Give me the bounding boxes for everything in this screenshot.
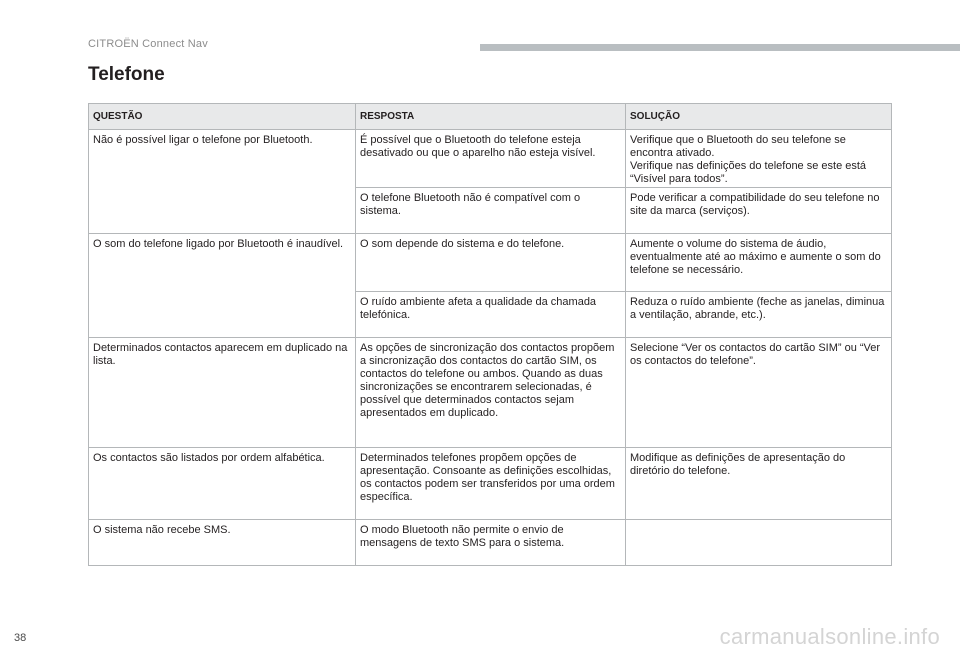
table-row — [89, 130, 892, 188]
question-cell: O som do telefone ligado por Bluetooth é inaudível. — [89, 234, 356, 338]
solution-cell: Reduza o ruído ambiente (feche as janelas, diminua a ventilação, abrande, etc.). — [626, 292, 892, 338]
answer-cell: O som depende do sistema e do telefone. — [356, 234, 626, 292]
solution-cell: Modifique as definições de apresentação do diretório do telefone. — [626, 448, 892, 520]
table-row — [89, 234, 892, 292]
question-cell: Não é possível ligar o telefone por Bluetooth. — [89, 130, 356, 234]
page-number: 38 — [14, 632, 27, 644]
table-header-row — [89, 104, 892, 130]
solution-cell — [626, 520, 892, 566]
troubleshooting-table — [88, 103, 892, 566]
solution-cell: Verifique que o Bluetooth do seu telefone se encontra ativado. Verifique nas definições do telefone se este está “Visível para todos”. — [626, 130, 892, 188]
answer-cell: É possível que o Bluetooth do telefone esteja desativado ou que o aparelho não esteja visível. — [356, 130, 626, 188]
table-row — [89, 338, 892, 448]
column-header-solution: SOLUÇÃO — [626, 104, 892, 130]
question-cell: Os contactos são listados por ordem alfabética. — [89, 448, 356, 520]
solution-cell: Aumente o volume do sistema de áudio, eventualmente até ao máximo e aumente o som do telefone se necessário. — [626, 234, 892, 292]
column-header-answer: RESPOSTA — [356, 104, 626, 130]
question-cell: O sistema não recebe SMS. — [89, 520, 356, 566]
header-bar — [480, 44, 960, 51]
column-header-question: QUESTÃO — [89, 104, 356, 130]
solution-cell: Pode verificar a compatibilidade do seu telefone no site da marca (serviços). — [626, 188, 892, 234]
answer-cell: Determinados telefones propõem opções de apresentação. Consoante as definições escolhidas, os contactos podem ser transferidos por uma ordem específica. — [356, 448, 626, 520]
header-title: CITROËN Connect Nav — [88, 38, 208, 50]
solution-cell: Selecione “Ver os contactos do cartão SIM” ou “Ver os contactos do telefone”. — [626, 338, 892, 448]
answer-cell: O ruído ambiente afeta a qualidade da chamada telefónica. — [356, 292, 626, 338]
table-row — [89, 520, 892, 566]
answer-cell: As opções de sincronização dos contactos propõem a sincronização dos contactos do cartão SIM, os contactos do telefone ou ambos. Quando as duas sincronizações se encontrarem selecionadas, é possível que determinados contactos sejam apresentados em duplicado. — [356, 338, 626, 448]
question-cell: Determinados contactos aparecem em duplicado na lista. — [89, 338, 356, 448]
table-row — [89, 448, 892, 520]
watermark-text: carmanualsonline.info — [719, 624, 940, 649]
page-heading: Telefone — [88, 64, 165, 85]
answer-cell: O telefone Bluetooth não é compatível com o sistema. — [356, 188, 626, 234]
answer-cell: O modo Bluetooth não permite o envio de mensagens de texto SMS para o sistema. — [356, 520, 626, 566]
